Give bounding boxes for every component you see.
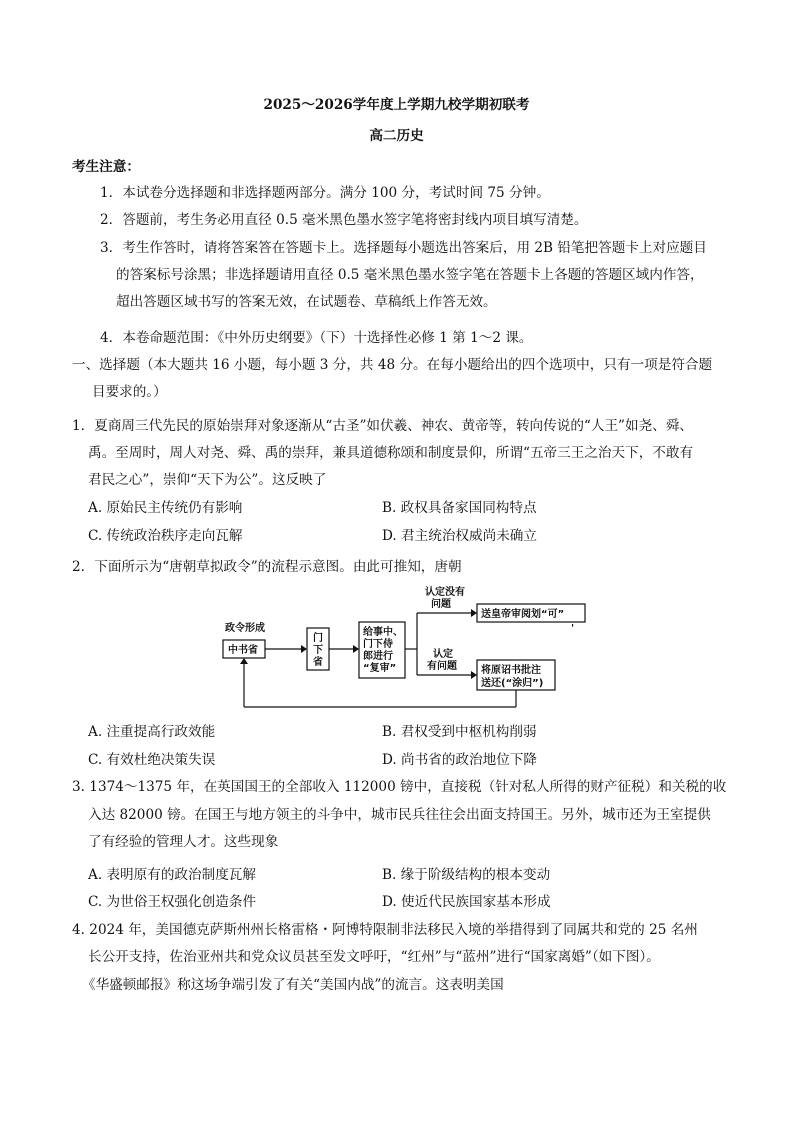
- notice-label: 考生注意：: [72, 159, 140, 175]
- q1-option-b: B. 政权具备家国同构特点: [382, 500, 537, 516]
- exam-subject: 高二历史: [369, 128, 424, 144]
- q1-option-d: D. 君主统治权威尚未确立: [382, 528, 537, 544]
- menxia-label-2: 下: [313, 645, 323, 656]
- diagram-mark: ': [571, 623, 575, 634]
- notice-item-3-line-3: 超出答题区域书写的答案无效，在试题卷、草稿纸上作答无效。: [116, 294, 497, 310]
- zhongshu-label: 中书省: [228, 645, 258, 656]
- bad-result-label-2: 送还(“涂归”): [481, 678, 544, 689]
- q3-option-c: C. 为世俗王权强化创造条件: [88, 894, 257, 910]
- menxia-label-3: 省: [313, 657, 323, 668]
- diagram-start-label: 政令形成: [225, 623, 265, 634]
- notice-item-2: 2．答题前，考生务必用直径 0.5 毫米黑色墨水签字笔将密封线内项目填写清楚。: [100, 212, 588, 228]
- bad-branch-label-1: 认定: [433, 649, 453, 660]
- bad-branch-label-2: 有问题: [427, 661, 457, 672]
- q3-stem-line-3: 了有经验的管理人才。这些现象: [88, 834, 279, 850]
- q2-option-d: D. 尚书省的政治地位下降: [382, 752, 537, 768]
- q1-stem-line-2: 禹。至周时，周人对尧、舜、禹的崇拜，兼具道德称颂和制度景仰，所谓“五帝三王之治天下，不敢有: [88, 445, 694, 461]
- q4-stem-line-1: 4. 2024 年，美国德克萨斯州州长格雷格・阿博特限制非法移民入境的举措得到了同属共和党的 25 名州: [72, 922, 698, 938]
- review-label-1: 给事中、: [363, 627, 403, 638]
- menxia-label-1: 门: [313, 633, 323, 644]
- tang-decree-flow-diagram: [215, 585, 595, 715]
- ok-branch-label-1: 认定没有: [425, 587, 465, 598]
- exam-title: 2025～2026学年度上学期九校学期初联考: [263, 97, 530, 113]
- q3-option-b: B. 缘于阶级结构的根本变动: [382, 867, 551, 883]
- bad-result-label-1: 将原诏书批注: [481, 665, 541, 676]
- q2-option-c: C. 有效杜绝决策失误: [88, 752, 216, 768]
- q2-stem-line-1: 2．下面所示为“唐朝草拟政令”的流程示意图。由此可推知，唐朝: [72, 559, 462, 575]
- q3-option-a: A. 表明原有的政治制度瓦解: [88, 867, 256, 883]
- ok-branch-label-2: 问题: [431, 599, 451, 610]
- review-label-3: 郎进行: [363, 651, 393, 662]
- notice-item-3-line-2: 的答案标号涂黑；非选择题请用直径 0.5 毫米黑色墨水签字笔在答题卡上各题的答题区域内作答，: [116, 267, 704, 283]
- section-heading-line-1: 一、选择题（本大题共 16 小题，每小题 3 分，共 48 分。在每小题给出的四个选项中，只有一项是符合题: [72, 357, 713, 373]
- q3-stem-line-1: 3. 1374～1375 年，在英国国王的全部收入 112000 镑中，直接税（针对私人所得的财产征税）和关税的收: [72, 779, 727, 795]
- notice-item-3-line-1: 3．考生作答时，请将答案答在答题卡上。选择题每小题选出答案后，用 2B 铅笔把答题卡上对应题目: [100, 240, 707, 256]
- q2-option-a: A. 注重提高行政效能: [88, 724, 216, 740]
- q1-stem-line-1: 1．夏商周三代先民的原始崇拜对象逐渐从“古圣”如伏羲、神农、黄帝等，转向传说的“人王”如尧、舜、: [72, 418, 693, 434]
- ok-result-label: 送皇帝审阅划“可”: [481, 609, 565, 620]
- q2-option-b: B. 君权受到中枢机构削弱: [382, 724, 537, 740]
- q3-option-d: D. 使近代民族国家基本形成: [382, 894, 551, 910]
- review-label-2: 门下侍: [363, 639, 393, 650]
- q4-stem-line-3: 《华盛顿邮报》称这场争端引发了有关“美国内战”的流言。这表明美国: [82, 977, 504, 993]
- q4-stem-line-2: 长公开支持，佐治亚州共和党众议员甚至发文呼吁，“红州”与“蓝州”进行“国家离婚”（如下图）。: [88, 949, 660, 965]
- section-heading-line-2: 目要求的。）: [92, 384, 167, 400]
- q1-option-c: C. 传统政治秩序走向瓦解: [88, 528, 243, 544]
- q1-option-a: A. 原始民主传统仍有影响: [88, 500, 243, 516]
- notice-item-4: 4．本卷命题范围：《中外历史纲要》（下）十选择性必修 1 第 1～2 课。: [100, 330, 533, 346]
- notice-item-1: 1．本试卷分选择题和非选择题两部分。满分 100 分，考试时间 75 分钟。: [100, 185, 550, 201]
- q1-stem-line-3: 君民之心”，崇仰“天下为公”。这反映了: [88, 472, 327, 488]
- review-label-4: “复审”: [363, 663, 397, 674]
- q3-stem-line-2: 入达 82000 镑。在国王与地方领主的斗争中，城市民兵往往会出面支持国王。另外，城市还为王室提供: [88, 807, 711, 823]
